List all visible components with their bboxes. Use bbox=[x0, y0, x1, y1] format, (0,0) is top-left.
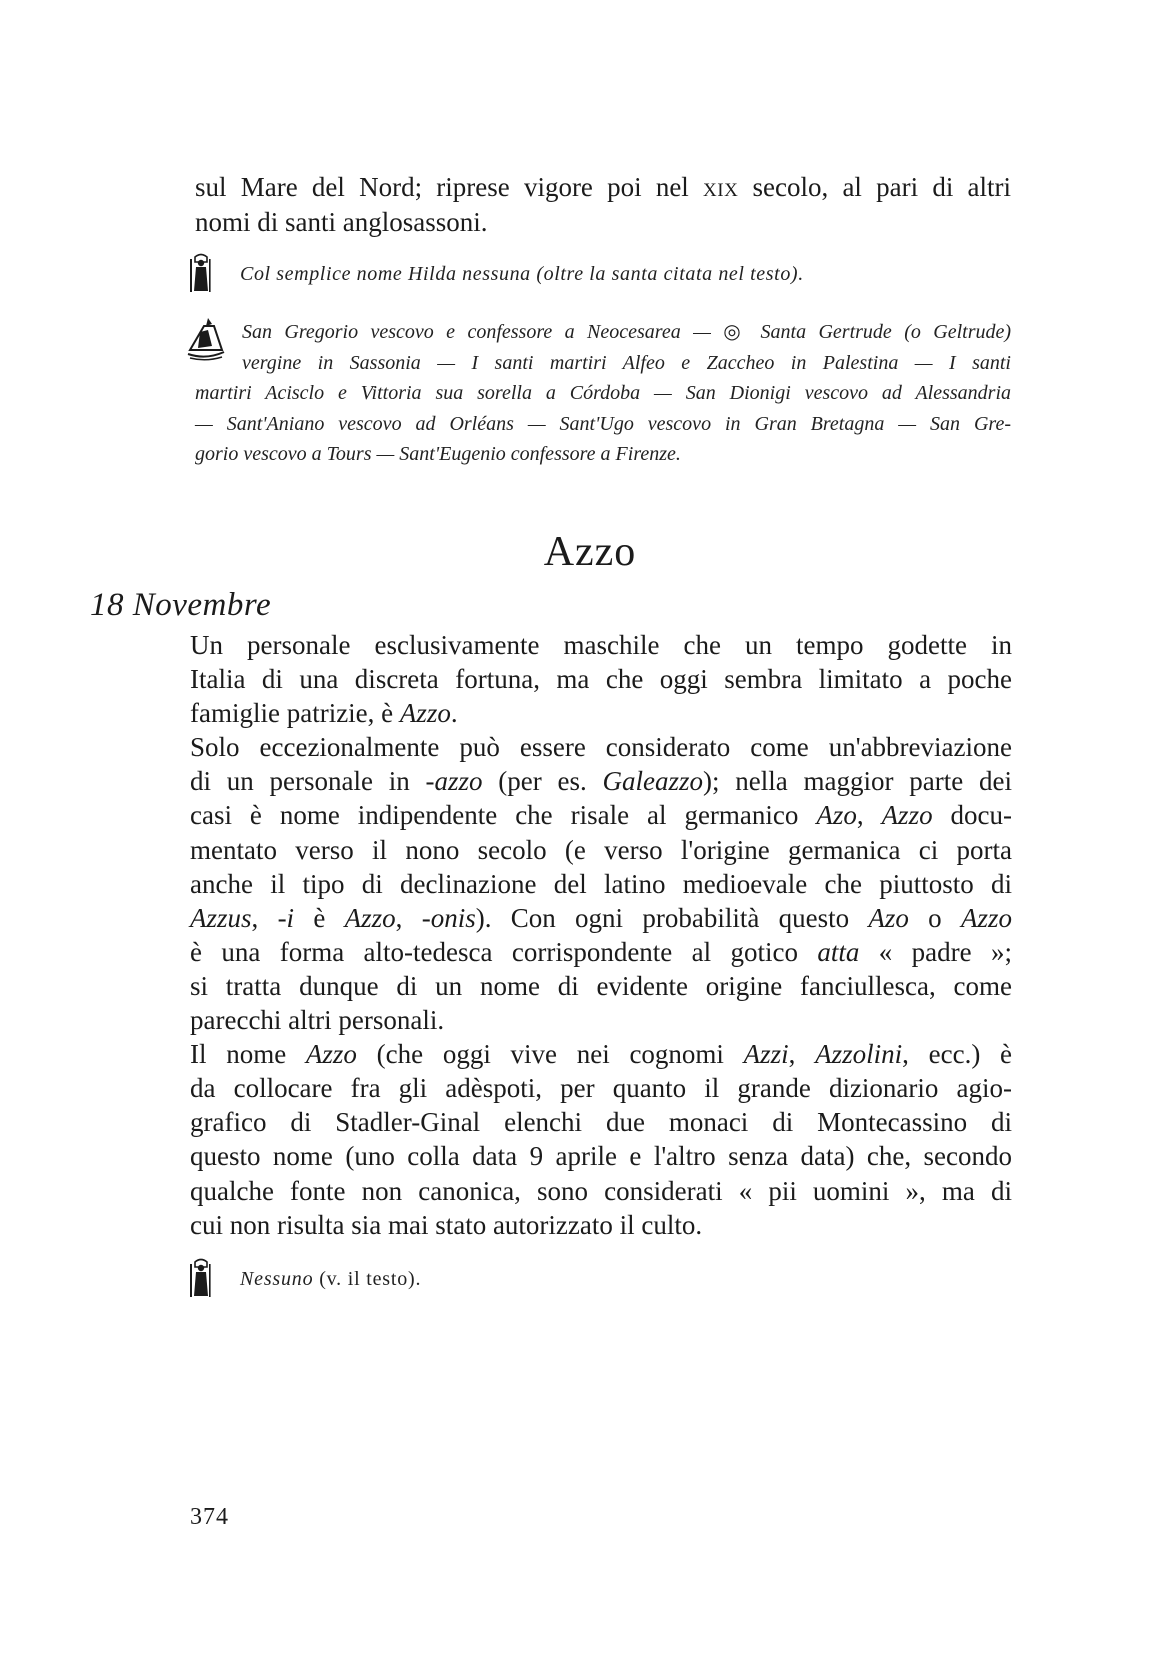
hilda-note: Col semplice nome Hilda nessuna (oltre la santa citata nel testo). bbox=[240, 263, 804, 285]
calendar-note bbox=[195, 317, 1011, 470]
body-line: famiglie patrizie, è Azzo. bbox=[190, 698, 458, 729]
calendar-note-line: vergine in Sassonia — I santi martiri Alfeo e Zaccheo in Palestina — I santi bbox=[242, 351, 1011, 374]
calendar-note-line: — Sant'Aniano vescovo ad Orléans — Sant'Ugo vescovo in Gran Bretagna — San Gre- bbox=[195, 412, 1011, 435]
calendar-note-line: martiri Acisclo e Vittoria sua sorella a Córdoba — San Dionigi vescovo ad Alessandria bbox=[195, 382, 1011, 404]
body-line: è una forma alto-tedesca corrispondente al gotico atta « padre »; bbox=[190, 936, 1012, 967]
body-line: di un personale in -azzo (per es. Galeazzo); nella maggior parte dei bbox=[190, 766, 1012, 797]
nessuno-note: Nessuno (v. il testo). bbox=[240, 1268, 422, 1290]
body-line: Un personale esclusivamente maschile che un tempo godette in bbox=[190, 630, 1012, 660]
saint-figure-icon bbox=[189, 253, 213, 298]
body-line: qualche fonte non canonica, sono considerati « pii uomini », ma di bbox=[190, 1175, 1012, 1206]
feast-date: 18 Novembre bbox=[90, 587, 272, 623]
body-line: Il nome Azzo (che oggi vive nei cognomi Azzi, Azzolini, ecc.) è bbox=[190, 1039, 1013, 1070]
body-line: da collocare fra gli adèspoti, per quanto il grande dizionario agio- bbox=[190, 1073, 1012, 1104]
body-line: si tratta dunque di un nome di evidente origine fanciullesca, come bbox=[190, 970, 1012, 1001]
page-number: 374 bbox=[190, 1504, 229, 1530]
feast-symbol-icon: ◎ bbox=[723, 321, 749, 343]
body-line: mentato verso il nono secolo (e verso l'origine germanica ci porta bbox=[190, 834, 1012, 865]
body-line: casi è nome indipendente che risale al germanico Azo, Azzo docu- bbox=[190, 800, 1013, 831]
body-line: cui non risulta sia mai stato autorizzato il culto. bbox=[190, 1209, 703, 1240]
body-line: Solo eccezionalmente può essere considerato come un'abbreviazione bbox=[190, 732, 1012, 763]
calendar-note-line: San Gregorio vescovo e confessore a Neocesarea — ◎ Santa Gertrude (o Geltrude) bbox=[242, 321, 1012, 343]
intro-line: nomi di santi anglosassoni. bbox=[195, 207, 488, 237]
body-line: grafico di Stadler-Ginal elenchi due monaci di Montecassino di bbox=[190, 1107, 1012, 1138]
intro-line: sul Mare del Nord; riprese vigore poi nel xix secolo, al pari di altri bbox=[195, 172, 1012, 202]
body-line: anche il tipo di declinazione del latino medioevale che piuttosto di bbox=[190, 868, 1012, 899]
saint-figure-icon bbox=[189, 1258, 213, 1303]
body-line: Azzus, -i è Azzo, -onis). Con ogni probabilità questo Azo o Azzo bbox=[190, 902, 1012, 933]
body-line: parecchi altri personali. bbox=[190, 1005, 445, 1036]
entry-body bbox=[190, 628, 1012, 1242]
intro-paragraph bbox=[195, 170, 1011, 240]
body-line: Italia di una discreta fortuna, ma che oggi sembra limitato a poche bbox=[190, 664, 1012, 695]
body-line: questo nome (uno colla data 9 aprile e l'altro senza data) che, secondo bbox=[190, 1141, 1012, 1172]
entry-heading: Azzo bbox=[543, 529, 637, 575]
calendar-note-line: gorio vescovo a Tours — Sant'Eugenio confessore a Firenze. bbox=[195, 443, 681, 465]
